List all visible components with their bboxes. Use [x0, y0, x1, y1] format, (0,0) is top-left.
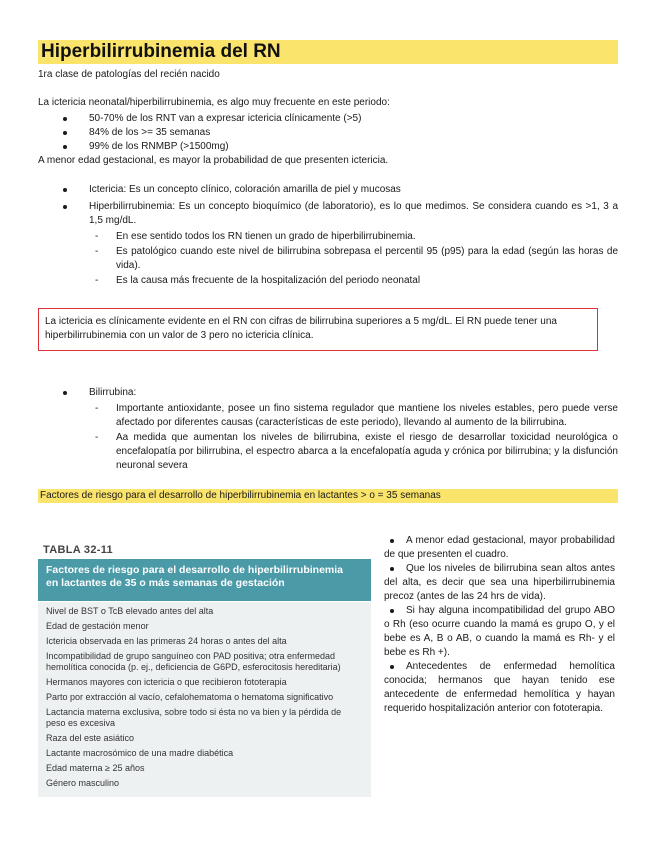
- table-row: Raza del este asiático: [46, 733, 135, 743]
- table-row: Edad materna ≥ 25 años: [46, 763, 145, 773]
- stats-list: [38, 112, 618, 154]
- list-item: Antecedentes de enfermedad hemolítica conocida; hermanos que hayan tenido ese antecedente de enfermedad hemolítica y hayan requerido hospitalización anterior con fototerapia.: [384, 661, 615, 714]
- list-item: Ictericia: Es un concepto clínico, coloración amarilla de piel y mucosas: [38, 183, 618, 197]
- list-item: 99% de los RNMBP (>1500mg): [38, 140, 618, 154]
- hyperbilirubinemia-definition: Hiperbilirrubinemia: Es un concepto bioquímico (de laboratorio), es lo que medimos. Se considera cuando es >1, 3 a 1,5 mg/dL.: [89, 201, 618, 226]
- table-label: TABLA 32-11: [43, 544, 113, 556]
- risk-factors-table: [38, 541, 371, 797]
- intro-paragraph: La ictericia neonatal/hiperbilirrubinemia, es algo muy frecuente en este periodo:: [38, 97, 390, 108]
- table-row: Género masculino: [46, 778, 120, 788]
- table-row: Lactante macrosómico de una madre diabética: [46, 748, 234, 758]
- table-header: [38, 559, 371, 601]
- list-item: 50-70% de los RNT van a expresar ictericia clínicamente (>5): [38, 112, 618, 126]
- list-item: A menor edad gestacional, mayor probabilidad de que presenten el cuadro.: [384, 535, 615, 560]
- list-item: - Importante antioxidante, posee un fino sistema regulador que mantiene los niveles estables, pero puede verse afectado por diferentes causas (características de este periodo), llevando al aumento de la bilirrubina.: [38, 402, 618, 430]
- document-body: [38, 40, 618, 503]
- bilirubin-details-list: [38, 402, 618, 473]
- table-row: Edad de gestación menor: [46, 621, 149, 631]
- list-item: [38, 386, 618, 473]
- boxed-note: [38, 308, 598, 351]
- table-row: Ictericia observada en las primeras 24 horas o antes del alta: [46, 636, 287, 646]
- table-cell-line: peso es excesiva: [46, 718, 116, 728]
- definition-details-list: [38, 230, 618, 288]
- table-row: [46, 651, 364, 673]
- list-item: 84% de los >= 35 semanas: [38, 126, 618, 140]
- list-item: - Es la causa más frecuente de la hospitalización del periodo neonatal: [38, 274, 618, 288]
- list-item: - Aa medida que aumentan los niveles de bilirrubina, existe el riesgo de desarrollar toxicidad neurológica o encefalopatía por bilirrubina, el espectro abarca a la encefalopatía aguda y crónica por bilirrubina; y la disfunción neuronal severa: [38, 431, 618, 473]
- list-item: Si hay alguna incompatibilidad del grupo ABO o Rh (eso ocurre cuando la mamá es grupo O, y el bebe es A, B o AB, o cuando la mamá es Rh- y el bebe es Rh +).: [384, 605, 615, 658]
- list-item: [38, 200, 618, 288]
- table-cell-line: Incompatibilidad de grupo sanguíneo con PAD positiva; otra enfermedad: [46, 651, 336, 661]
- list-item: - En ese sentido todos los RN tienen un grado de hiperbilirrubinemia.: [38, 230, 618, 244]
- table-title-line: en lactantes de 35 o más semanas de gestación: [46, 577, 285, 589]
- age-note: A menor edad gestacional, es mayor la probabilidad de que presenten ictericia.: [38, 155, 389, 166]
- table-row: Hermanos mayores con ictericia o que recibieron fototerapia: [46, 677, 287, 687]
- subtitle: 1ra clase de patologías del recién nacido: [38, 69, 220, 80]
- table-body: [38, 602, 371, 797]
- page-title: Hiperbilirrubinemia del RN: [38, 40, 618, 64]
- bilirubin-list: [38, 386, 618, 473]
- table-row: Parto por extracción al vacío, cefalohematoma o hematoma significativo: [46, 692, 334, 702]
- table-row: Nivel de BST o TcB elevado antes del alta: [46, 606, 214, 616]
- list-item: - Es patológico cuando este nivel de bilirrubina sobrepasa el percentil 95 (p95) para la edad (según las horas de vida).: [38, 245, 618, 273]
- table-title-line: Factores de riesgo para el desarrollo de hiperbilirrubinemia: [46, 564, 344, 576]
- bilirubin-label: Bilirrubina:: [89, 387, 137, 398]
- risk-heading: Factores de riesgo para el desarrollo de hiperbilirrubinemia en lactantes > o = 35 semanas: [38, 489, 618, 503]
- boxed-note-text: La ictericia es clínicamente evidente en el RN con cifras de bilirrubina superiores a 5 mg/dL. El RN puede tener una hiperbilirrubinemia con un valor de 3 pero no ictericia clínica.: [45, 316, 557, 341]
- table-row: [46, 707, 364, 729]
- definitions-list: [38, 183, 618, 288]
- list-item: Que los niveles de bilirrubina sean altos antes del alta, es decir que sea una hiperbilirrubinemia precoz (antes de las 24 hrs de vida).: [384, 563, 615, 602]
- table-cell-line: Lactancia materna exclusiva, sobre todo si ésta no va bien y la pérdida de: [46, 707, 342, 717]
- risk-notes-column: [384, 534, 615, 716]
- table-cell-line: hemolítica conocida (p. ej., deficiencia de G6PD, esferocitosis hereditaria): [46, 662, 341, 672]
